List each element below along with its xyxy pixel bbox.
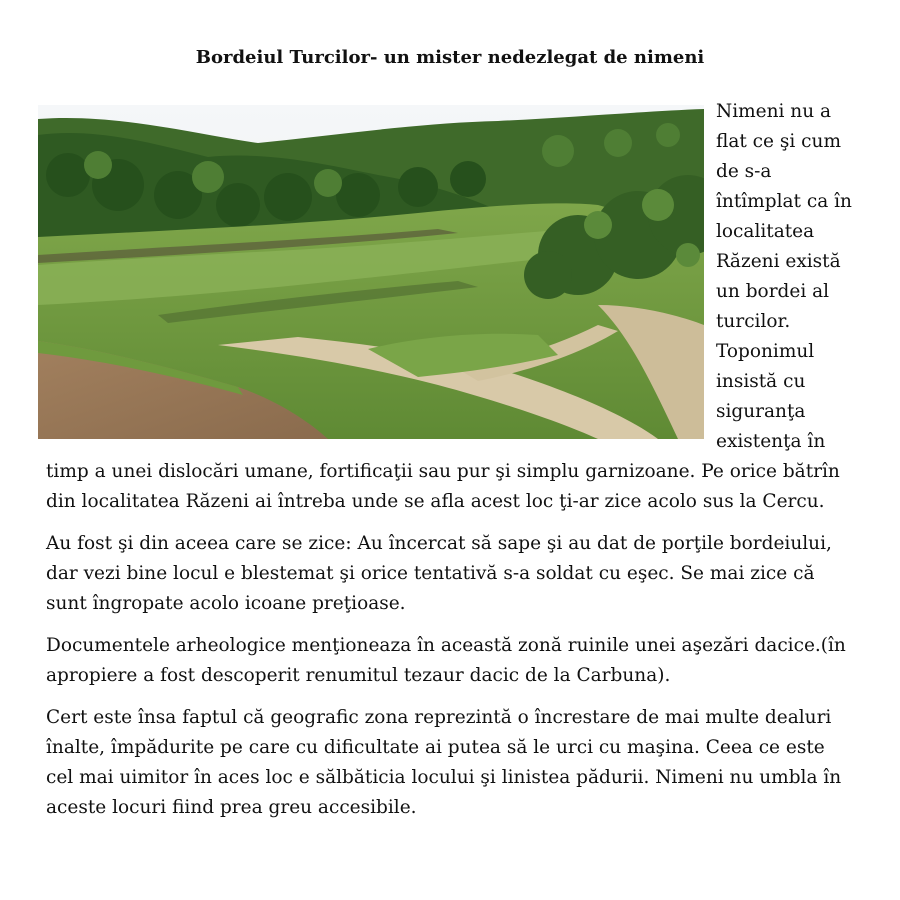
landscape-photo bbox=[38, 105, 704, 439]
paragraph-4: Cert este însa faptul că geografic zona reprezintă o încrestare de mai multe dealuri înalte, împădurite pe care cu dificultate ai putea să le urci cu maşina. Ceea ce este cel mai uimitor în aces loc e sălbăticia locului şi linistea pădurii. Nimeni nu umbla în aceste locuri fiind prea greu accesibile. bbox=[46, 707, 842, 818]
intro-block bbox=[46, 97, 854, 517]
paragraph-3: Documentele arheologice menţioneaza în această zonă ruinile unei aşezări dacice.(în apropiere a fost descoperit renumitul tezaur dacic de la Carbuna). bbox=[46, 635, 846, 686]
paragraph-1: Nimeni nu a flat ce şi cum de s-a întîmplat ca în localitatea Răzeni există un bordei al turcilor. Toponimul insistă cu siguranţa existenţa în timp a unei dislocări umane, fortificaţii sau pur şi simplu garnizoane. Pe orice bătrîn din localitatea Răzeni ai întreba unde se afla acest loc ţi-ar zice acolo sus la Cercu. bbox=[46, 101, 852, 512]
paragraph-2: Au fost şi din aceea care se zice: Au încercat să sape şi au dat de porţile bordeiului, dar vezi bine locul e blestemat şi orice tentativă s-a soldat cu eşec. Se mai zice că sunt îngropate acolo icoane preţioase. bbox=[46, 533, 832, 614]
page-title: Bordeiul Turcilor- un mister nedezlegat de nimeni bbox=[195, 47, 705, 68]
